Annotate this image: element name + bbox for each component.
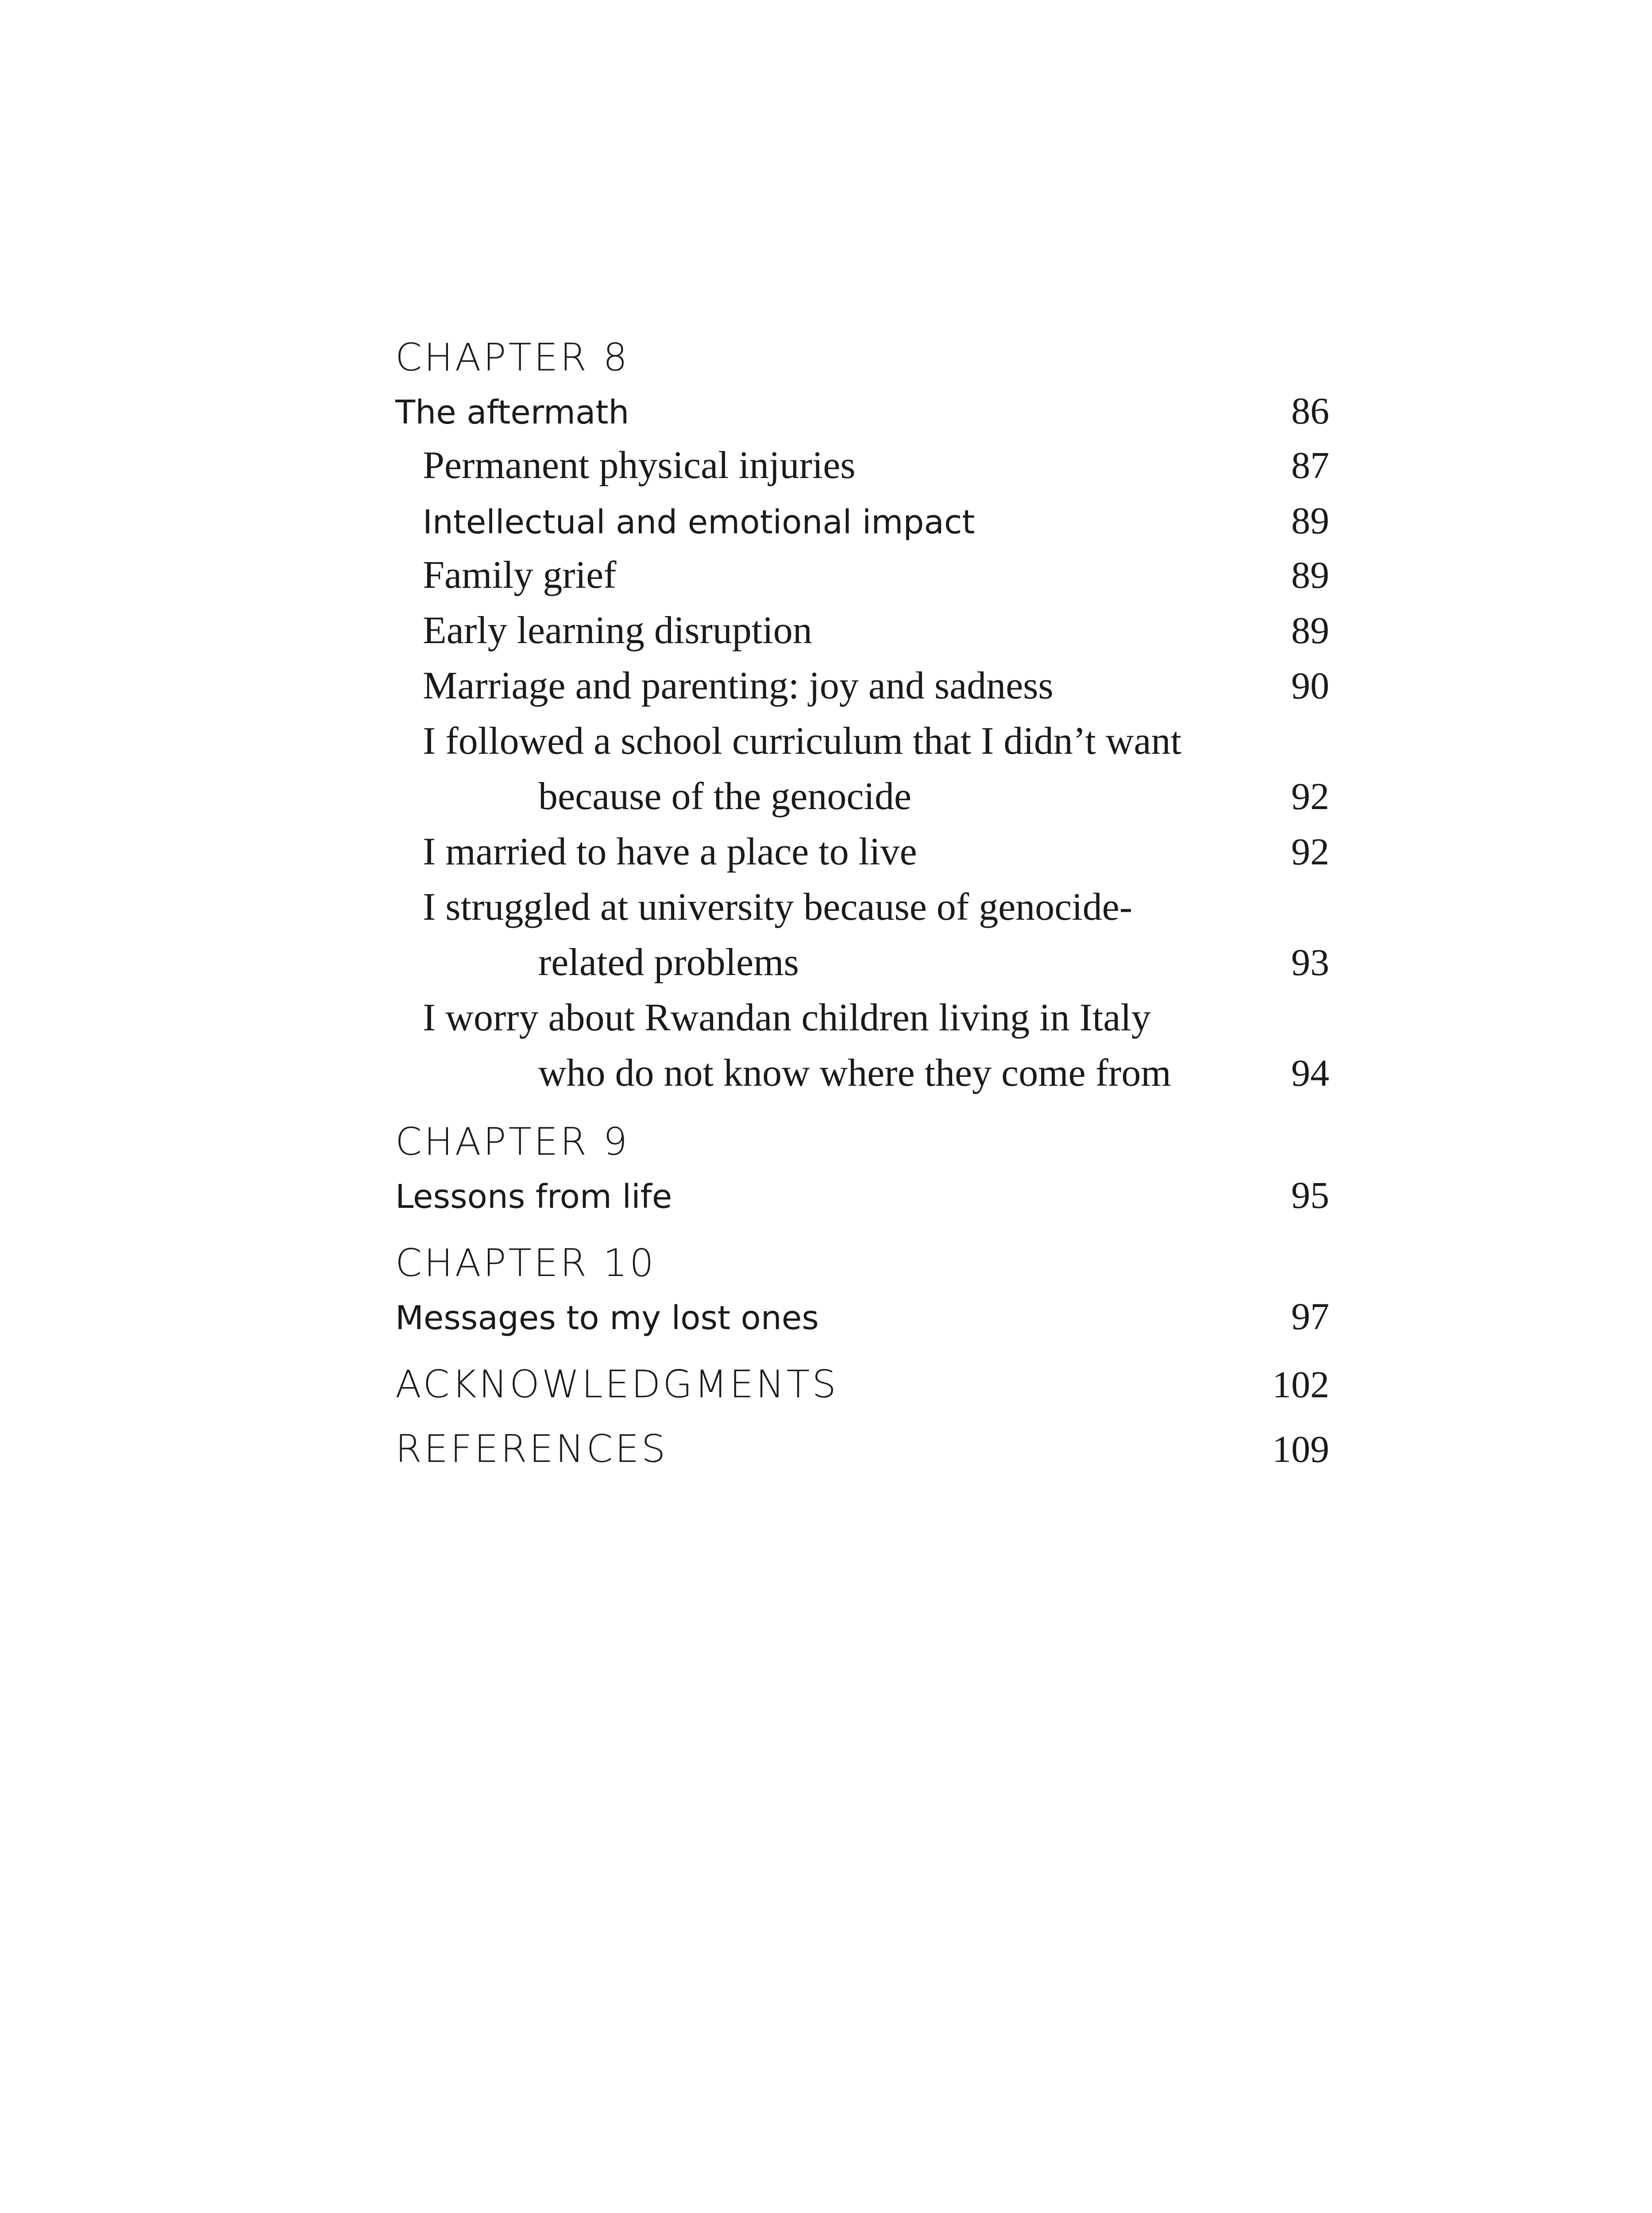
section-title: Family grief — [423, 554, 617, 597]
toc-section-line2[interactable] — [395, 777, 1329, 816]
section-title: Intellectual and emotional impact — [423, 503, 975, 541]
chapter-9 — [395, 1120, 1329, 1216]
toc-section-line2[interactable] — [395, 943, 1329, 982]
section-title: I worry about Rwandan children living in Italy — [423, 996, 1151, 1039]
toc-section-line1[interactable] — [395, 888, 1329, 927]
chapter-heading: CHAPTER 10 — [395, 1241, 656, 1285]
toc-section[interactable] — [395, 556, 1329, 595]
section-title-continued: related problems — [538, 941, 799, 984]
toc-acknowledgments[interactable] — [395, 1362, 1329, 1407]
section-title: Permanent physical injuries — [423, 444, 856, 487]
toc-entry[interactable] — [395, 1295, 1329, 1338]
toc-references[interactable] — [395, 1427, 1329, 1471]
page-number: 109 — [1272, 1428, 1329, 1470]
chapter-heading: CHAPTER 9 — [395, 1120, 630, 1164]
toc-section[interactable] — [395, 611, 1329, 650]
toc-entry[interactable] — [395, 1176, 1329, 1214]
back-matter-title: REFERENCES — [395, 1427, 668, 1471]
page-number: 92 — [1291, 775, 1329, 817]
chapter-title: The aftermath — [395, 393, 629, 432]
toc-section-line2[interactable] — [395, 1054, 1329, 1093]
chapter-8 — [395, 335, 1329, 1095]
toc-section[interactable] — [395, 830, 1329, 873]
page-number: 102 — [1272, 1363, 1329, 1406]
back-matter-title: ACKNOWLEDGMENTS — [395, 1362, 838, 1407]
toc-section-line1[interactable] — [395, 996, 1329, 1039]
page-number: 86 — [1291, 389, 1329, 432]
toc-section-line1[interactable] — [395, 722, 1329, 761]
toc-section[interactable] — [395, 446, 1329, 485]
table-of-contents — [395, 335, 1329, 1471]
page-number: 93 — [1291, 941, 1329, 983]
page-number: 92 — [1291, 830, 1329, 873]
page-number: 89 — [1291, 609, 1329, 652]
section-title-continued: who do not know where they come from — [538, 1052, 1171, 1095]
section-title-continued: because of the genocide — [538, 775, 911, 818]
section-title: Marriage and parenting: joy and sadness — [423, 664, 1054, 707]
page-number: 94 — [1291, 1052, 1329, 1094]
section-title: I followed a school curriculum that I didn’t want — [423, 720, 1181, 763]
page-number: 87 — [1291, 444, 1329, 486]
section-title: Early learning disruption — [423, 609, 812, 652]
toc-entry[interactable] — [395, 389, 1329, 432]
page-number: 97 — [1291, 1295, 1329, 1338]
page-number: 89 — [1291, 554, 1329, 596]
page-number: 89 — [1291, 499, 1329, 542]
toc-section[interactable] — [395, 501, 1329, 540]
chapter-title: Lessons from life — [395, 1178, 672, 1216]
section-title: I struggled at university because of genocide- — [423, 886, 1132, 929]
chapter-10 — [395, 1241, 1329, 1338]
chapter-title: Messages to my lost ones — [395, 1299, 819, 1337]
page-number: 90 — [1291, 664, 1329, 707]
chapter-heading: CHAPTER 8 — [395, 335, 630, 380]
section-title: I married to have a place to live — [423, 830, 917, 873]
toc-section[interactable] — [395, 664, 1329, 707]
page-number: 95 — [1291, 1174, 1329, 1216]
